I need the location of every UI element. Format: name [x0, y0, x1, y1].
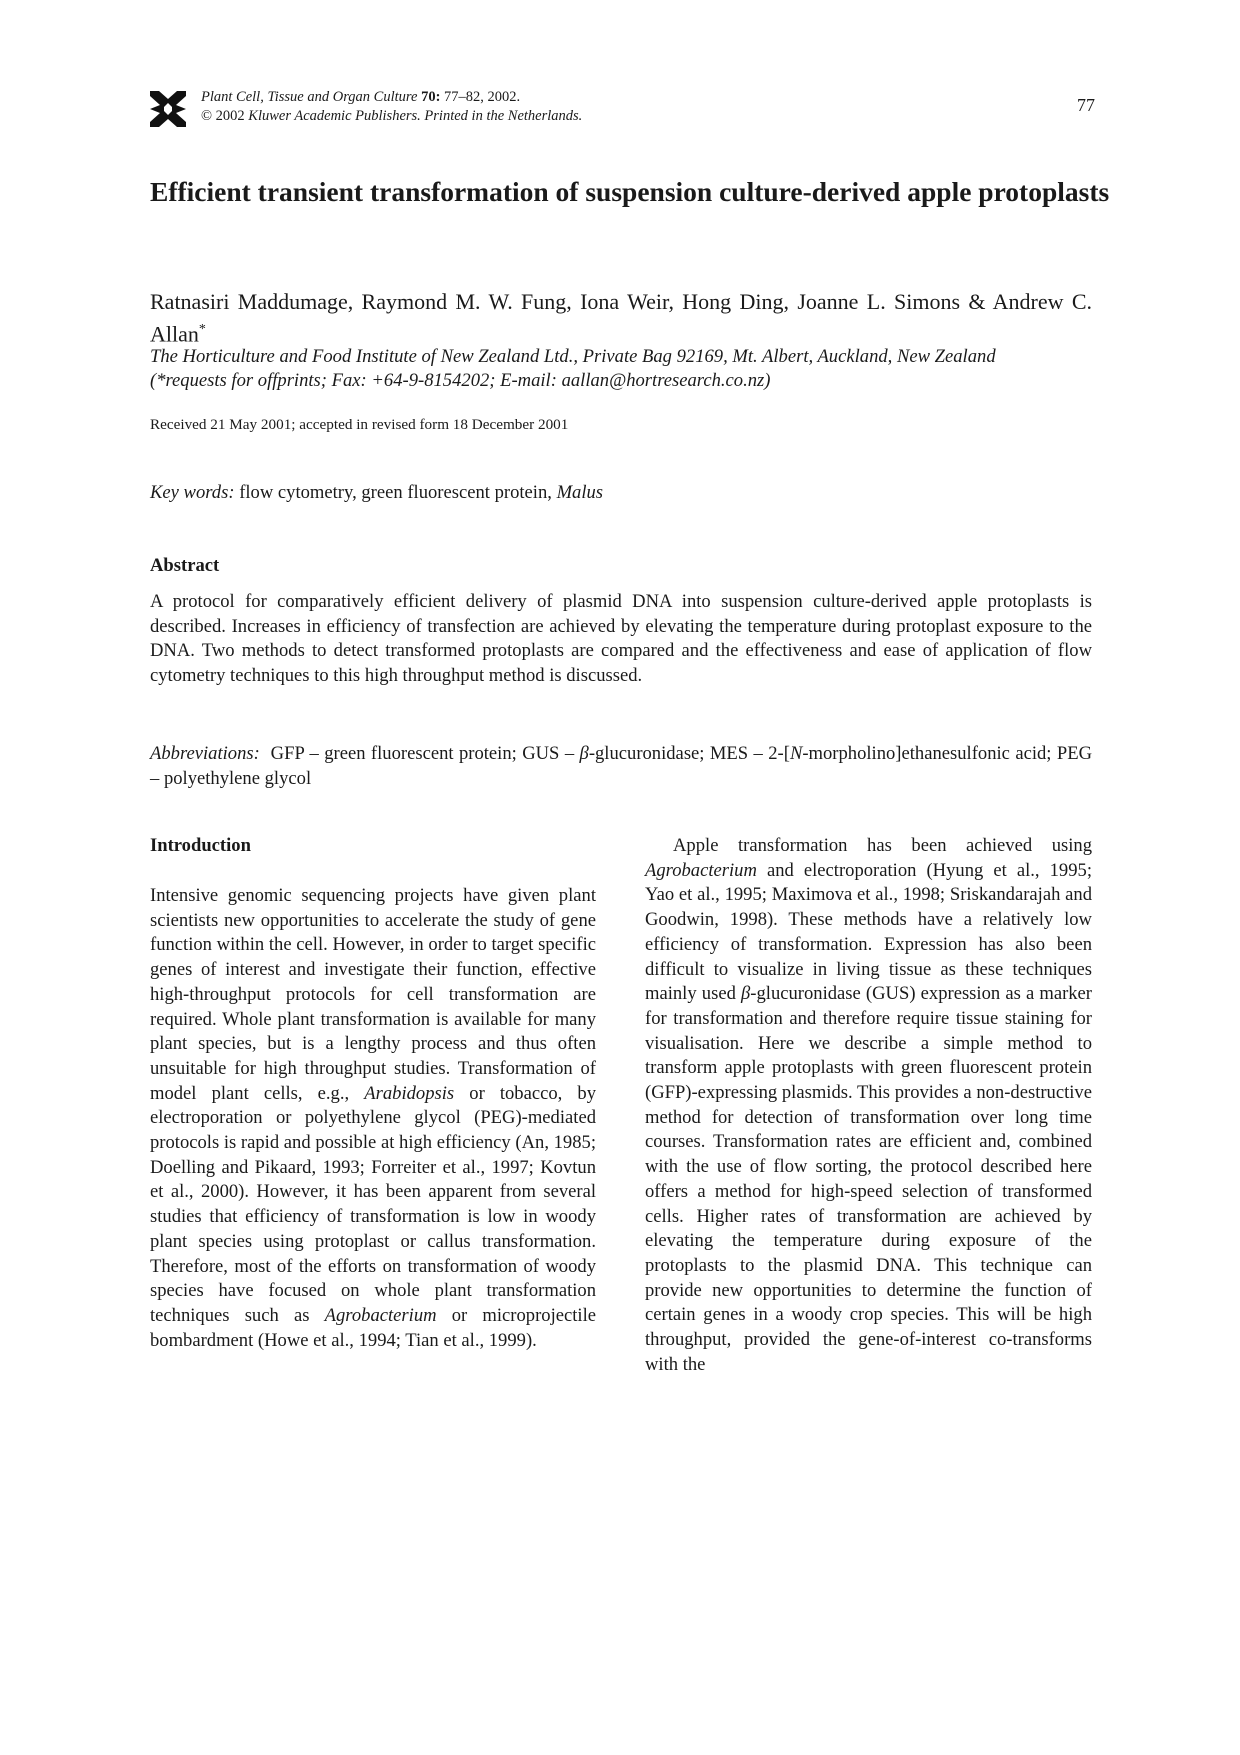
abbrev-part-1: GFP – green fluorescent protein; GUS –	[270, 743, 575, 764]
introduction-paragraph-2	[645, 834, 1092, 1377]
keywords-genus: Malus	[556, 482, 604, 503]
article-title: Efficient transient transformation of suspension culture-derived apple protoplasts	[150, 176, 1110, 207]
abstract-text: A protocol for comparatively efficient delivery of plasmid DNA into suspension culture-derived apple protoplasts is described. Increases in efficiency of transfection are achieved by elevating the temperature during protoplast exposure to the DNA. Two methods to detect transformed protoplasts are compared and the effectiveness and ease of application of flow cytometry techniques to this high throughput method is discussed.	[150, 591, 1092, 687]
printed-note: Printed in the Netherlands.	[424, 108, 583, 124]
abbrev-beta: β	[579, 743, 589, 764]
abbreviations	[150, 742, 1092, 791]
intro-p1-part-a: Intensive genomic sequencing projects have given plant scientists new opportunities to accelerate the study of gene function within the cell. However, in order to target specific genes of interest and investigate their function, effective high-throughput protocols for cell transformation are required. Whole plant transformation is available for many plant species, but is a lengthy process and thus often unsuitable for high throughput studies. Transformation of model plant cells, e.g.,	[150, 885, 596, 1104]
publisher-name: Kluwer Academic Publishers.	[248, 108, 421, 124]
publisher-logo	[150, 87, 186, 131]
intro-p1-part-b: or tobacco, by electroporation or polyethylene glycol (PEG)-mediated protocols is rapid and possible at high efficiency (An, 1985; Doelling and Pikaard, 1993; Forreiter et al., 1997; Kovtun et al., 2000). However, it has been apparent from several studies that efficiency of transformation is low in woody plant species using protoplast or callus transformation. Therefore, most of the efforts on transformation of woody species have focused on whole plant transformation techniques such as	[150, 1082, 597, 1326]
keywords-text: flow cytometry, green fluorescent protein,	[239, 482, 552, 503]
abbrev-n: N	[789, 743, 803, 764]
journal-volume: 70:	[421, 89, 441, 105]
page-number: 77	[1077, 95, 1095, 115]
keywords	[150, 481, 1050, 505]
correspondence: (*requests for offprints; Fax: +64-9-8154202; E-mail: aallan@hortresearch.co.nz)	[150, 370, 771, 391]
author-list	[150, 288, 1092, 348]
journal-pages-year: 77–82, 2002.	[444, 89, 521, 105]
journal-line	[201, 88, 901, 107]
intro-p2-agrobacterium: Agrobacterium	[645, 859, 757, 881]
abbrev-part-2: -glucuronidase; MES – 2-[	[588, 743, 790, 764]
intro-p2-part-b: and electroporation (Hyung et al., 1995; Yao et al., 1995; Maximova et al., 1998; Sriskandarajah and Goodwin, 1998). These methods have a relatively low efficiency of transformation. Expression has also been difficult to visualize in living tissue as these techniques mainly used	[645, 859, 1092, 1005]
keywords-label: Key words:	[150, 482, 235, 503]
intro-p1-part-c: or microprojectile bombardment (Howe et al., 1994; Tian et al., 1999).	[150, 1304, 596, 1351]
copyright-symbol: ©	[201, 108, 213, 124]
authors-text: Ratnasiri Maddumage, Raymond M. W. Fung, Iona Weir, Hong Ding, Joanne L. Simons & Andrew C. Allan	[150, 289, 1092, 347]
journal-name: Plant Cell, Tissue and Organ Culture	[201, 89, 418, 105]
journal-citation	[201, 88, 901, 126]
intro-p2-part-a: Apple transformation has been achieved using	[673, 835, 1092, 856]
intro-p1-arabidopsis: Arabidopsis	[364, 1082, 455, 1104]
intro-p2-beta: β	[741, 983, 751, 1005]
copyright-line	[201, 107, 901, 126]
abbrev-part-3: -morpholino]ethanesulfonic acid; PEG – polyethylene glycol	[150, 743, 1093, 789]
corresponding-author-mark: *	[198, 322, 206, 337]
abbreviations-label: Abbreviations:	[150, 743, 260, 764]
intro-p2-part-c: -glucuronidase (GUS) expression as a marker for transformation and therefore require tissue staining for visualisation. Here we describe a simple method to transform apple protoplasts with green fluorescent protein (GFP)-expressing plasmids. This provides a non-destructive method for detection of transformation over long time courses. Transformation rates are efficient and, combined with the use of flow sorting, the protocol described here offers a method for high-speed selection of transformed cells. Higher rates of transformation are achieved by elevating the temperature during exposure of the protoplasts to the plasmid DNA. This technique can provide new opportunities to determine the function of certain genes in a woody crop species. This will be high throughput, provided the gene-of-interest co-transforms with the	[645, 983, 1093, 1375]
received-dates: Received 21 May 2001; accepted in revised form 18 December 2001	[150, 416, 569, 433]
affiliation-block	[150, 345, 1092, 393]
affiliation: The Horticulture and Food Institute of New Zealand Ltd., Private Bag 92169, Mt. Albert, Auckland, New Zealand	[150, 346, 996, 367]
copyright-year: 2002	[215, 108, 245, 124]
introduction-heading: Introduction	[150, 835, 251, 856]
intro-p1-agrobacterium: Agrobacterium	[324, 1304, 437, 1326]
abstract-heading: Abstract	[150, 555, 220, 576]
introduction-paragraph-1	[150, 884, 596, 1353]
